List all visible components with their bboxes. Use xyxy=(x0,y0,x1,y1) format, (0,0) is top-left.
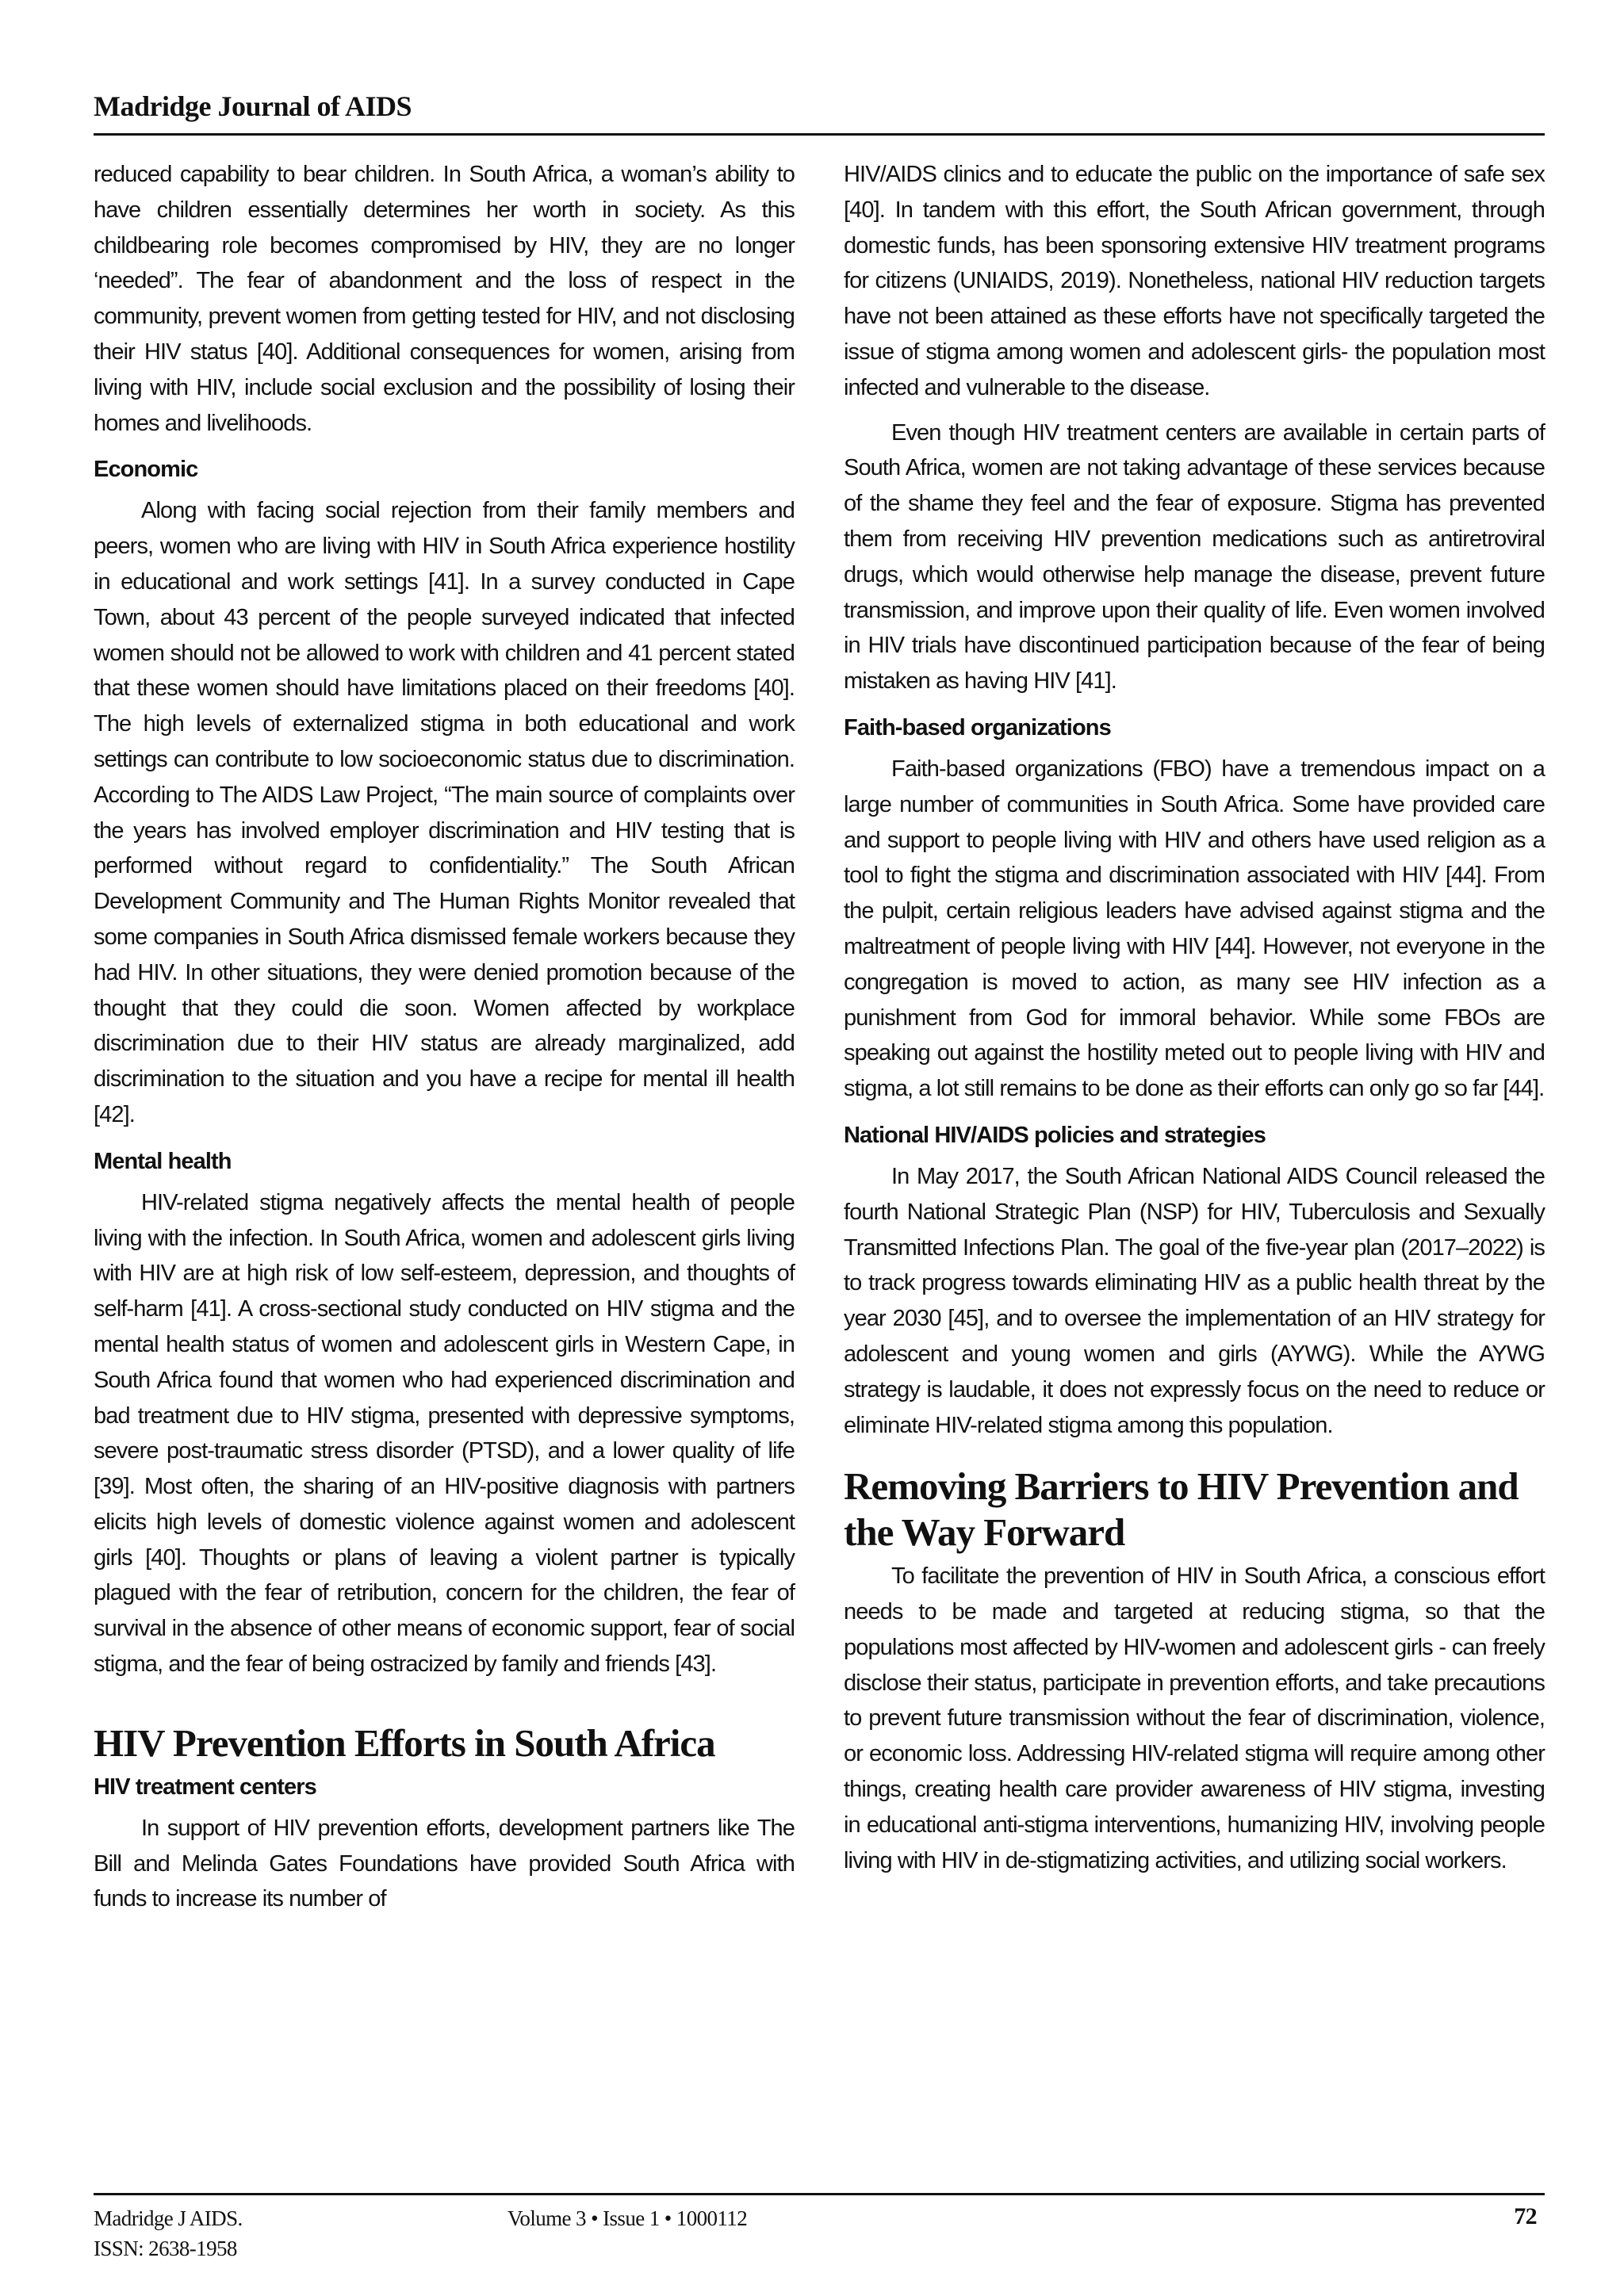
article-body xyxy=(94,157,1545,1917)
paragraph-economic: Along with facing social rejection from their family members and peers, women who are living with HIV in South Africa experience hostility in educational and work settings [41]. In a survey conducted in Cape Town, about 43 percent of the people surveyed indicated that infected women should not be allowed to work with children and 41 percent stated that these women should have limitations placed on their freedoms [40]. The high levels of externalized stigma in both educational and work settings can contribute to low socioeconomic status due to discrimination. According to The AIDS Law Project, “The main source of complaints over the years has involved employer discrimination and HIV testing that is performed without regard to confidentiality.” The South African Development Community and The Human Rights Monitor revealed that some companies in South Africa dismissed female workers because they had HIV. In other situations, they were denied promotion because of the thought that they could die soon. Women affected by workplace discrimination due to their HIV status are already marginalized, add discrimination to the situation and you have a recipe for mental ill health [42]. xyxy=(94,498,795,1127)
subheading-faith-based: Faith-based organizations xyxy=(844,714,1111,740)
page-number: 72 xyxy=(1514,2203,1537,2229)
paragraph-removing-barriers: To facilitate the prevention of HIV in South Africa, a conscious effort needs to be made and targeted at reducing stigma, so that the populations most affected by HIV-women and adolescent girls - can freely disclose their status, participate in prevention efforts, and take precautions to prevent future transmission without the fear of discrimination, violence, or economic loss. Addressing HIV-related stigma will require among other things, creating health care provider awareness of HIV stigma, investing in educational anti-stigma interventions, humanizing HIV, involving people living with HIV in de-stigmatizing activities, and utilizing social workers. xyxy=(844,1563,1545,1873)
header-rule xyxy=(94,133,1545,136)
page-header xyxy=(94,89,1545,136)
volume-issue-info: Volume 3 • Issue 1 • 1000112 xyxy=(508,2206,748,2230)
left-column xyxy=(94,157,795,1917)
footer-citation xyxy=(94,2203,243,2263)
subheading-treatment-centers: HIV treatment centers xyxy=(94,1774,316,1800)
issn: ISSN: 2638-1958 xyxy=(94,2237,237,2260)
paragraph-treatment-centers-continued: HIV/AIDS clinics and to educate the public on the importance of safe sex [40]. In tandem with this effort, the South African government, through domestic funds, has been sponsoring extensive HIV treatment programs for citizens (UNIAIDS, 2019). Nonetheless, national HIV reduction targets have not been attained as these efforts have not specifically targeted the issue of stigma among women and adolescent girls- the population most infected and vulnerable to the disease. xyxy=(844,162,1545,400)
paragraph-mental-health: HIV-related stigma negatively affects the mental health of people living with the infection. In South Africa, women and adolescent girls living with HIV are at high risk of low self-esteem, depression, and thoughts of self-harm [41]. A cross-sectional study conducted on HIV stigma and the mental health status of women and adolescent girls in Western Cape, in South Africa found that women who had experienced discrimination and bad treatment due to HIV stigma, presented with depressive symptoms, severe post-traumatic stress disorder (PTSD), and a lower quality of life [39]. Most often, the sharing of an HIV-positive diagnosis with partners elicits high levels of domestic violence against women and adolescent girls [40]. Thoughts or plans of leaving a violent partner is typically plagued with the fear of retribution, concern for the children, the fear of survival in the absence of other means of economic support, fear of social stigma, and the fear of being ostracized by family and friends [43]. xyxy=(94,1189,795,1678)
section-title-removing-barriers: Removing Barriers to HIV Prevention and the Way Forward xyxy=(844,1464,1519,1555)
paragraph-intro-continued: reduced capability to bear children. In South Africa, a woman’s ability to have children essentially determines her worth in society. As this childbearing role becomes compromised by HIV, they are no longer ‘needed”. The fear of abandonment and the loss of respect in the community, prevent women from getting tested for HIV, and not disclosing their HIV status [40]. Additional consequences for women, arising from living with HIV, include social exclusion and the possibility of losing their homes and livelihoods. xyxy=(94,162,795,436)
right-column xyxy=(844,157,1545,1917)
subheading-economic: Economic xyxy=(94,457,198,483)
subheading-national-policies: National HIV/AIDS policies and strategies xyxy=(844,1122,1266,1148)
page-footer xyxy=(94,2193,1545,2262)
paragraph-treatment-centers-2: Even though HIV treatment centers are available in certain parts of South Africa, women are not taking advantage of these services because of the shame they feel and the fear of exposure. Stigma has prevented them from receiving HIV prevention medications such as antiretroviral drugs, which would otherwise help manage the disease, prevent future transmission, and improve upon their quality of life. Even women involved in HIV trials have discontinued participation because of the fear of being mistaken as having HIV [41]. xyxy=(844,419,1545,695)
section-title-prevention-efforts: HIV Prevention Efforts in South Africa xyxy=(94,1720,715,1765)
journal-abbreviation: Madridge J AIDS. xyxy=(94,2206,243,2230)
subheading-mental-health: Mental health xyxy=(94,1148,232,1174)
paragraph-national-policies: In May 2017, the South African National AIDS Council released the fourth National Strategic Plan (NSP) for HIV, Tuberculosis and Sexually Transmitted Infections Plan. The goal of the five-year plan (2017–2022) is to track progress towards eliminating HIV as a public health threat by the year 2030 [45], and to oversee the implementation of an HIV strategy for adolescent and young women and girls (AYWG). While the AYWG strategy is laudable, it does not expressly focus on the need to reduce or eliminate HIV-related stigma among this population. xyxy=(844,1163,1545,1438)
journal-title: Madridge Journal of AIDS xyxy=(94,90,412,122)
paragraph-treatment-centers-start: In support of HIV prevention efforts, development partners like The Bill and Melinda Gates Foundations have provided South Africa with funds to increase its number of xyxy=(94,1815,795,1912)
paragraph-faith-based: Faith-based organizations (FBO) have a tremendous impact on a large number of communities in South Africa. Some have provided care and support to people living with HIV and others have used religion as a tool to fight the stigma and discrimination associated with HIV [44]. From the pulpit, certain religious leaders have advised against stigma and the maltreatment of people living with HIV [44]. However, not everyone in the congregation is moved to action, as many see HIV infection as a punishment from God for immoral behavior. While some FBOs are speaking out against the hostility meted out to people living with HIV and stigma, a lot still remains to be done as their efforts can only go so far [44]. xyxy=(844,756,1545,1102)
